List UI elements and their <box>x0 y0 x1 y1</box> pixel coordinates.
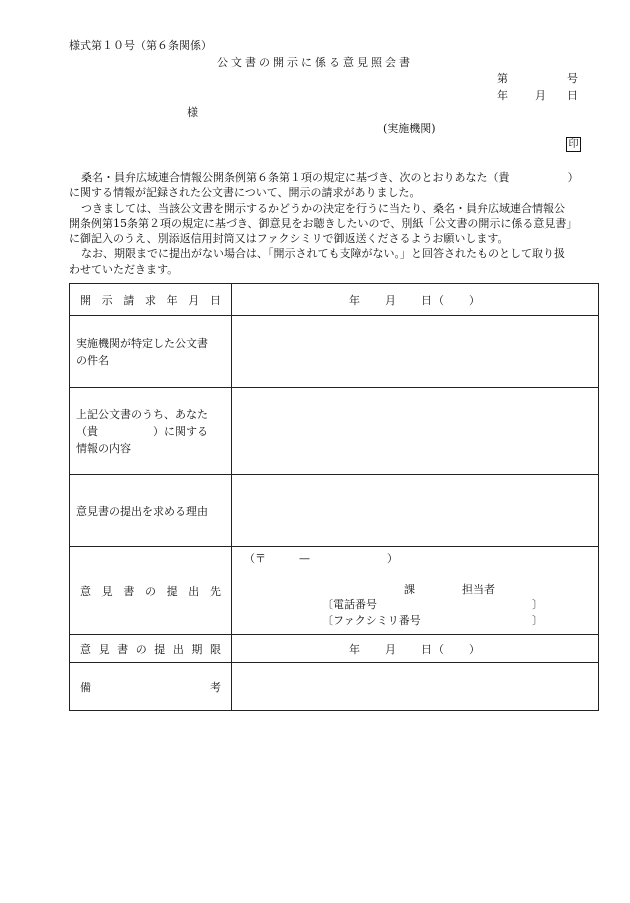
phone-number-close: 〕 <box>532 598 543 611</box>
information-content-value[interactable] <box>232 388 599 475</box>
body-line: に御記入のうえ、別添返信用封筒又はファクシミリで御返送くださるようお願いします。 <box>69 232 509 246</box>
fax-number-close: 〕 <box>532 614 543 627</box>
issue-date-month: 月 <box>535 89 546 102</box>
body-line: に関する情報が記録された公文書について、開示の請求がありました。 <box>69 186 421 200</box>
document-subject-label: 実施機関が特定した公文書 の件名 <box>70 316 232 388</box>
request-date-value[interactable]: 年 月 日（ ） <box>232 284 599 316</box>
table-row <box>70 663 599 711</box>
seal-mark: 印 <box>566 137 581 152</box>
issue-date-day: 日 <box>567 89 578 102</box>
table-row <box>70 316 599 388</box>
request-date-label: 開 示 請 求 年 月 日 <box>70 284 232 316</box>
document-number-suffix: 号 <box>567 72 578 85</box>
table-row <box>70 475 599 547</box>
remarks-label: 備 考 <box>70 663 232 711</box>
submission-destination-value[interactable] <box>232 547 599 635</box>
submission-deadline-label: 意 見 書 の 提 出 期 限 <box>70 635 232 663</box>
opinion-inquiry-table <box>69 283 599 711</box>
information-content-label: 上記公文書のうち、あなた （貴 ）に関する 情報の内容 <box>70 388 232 475</box>
addressee-honorific: 様 <box>187 106 198 119</box>
reason-label: 意見書の提出を求める理由 <box>70 475 232 547</box>
phone-number-label: 〔電話番号 <box>322 598 377 611</box>
reason-value[interactable] <box>232 475 599 547</box>
table-row <box>70 388 599 475</box>
table-row <box>70 547 599 635</box>
body-line: 桑名・員弁広域連合情報公開条例第６条第１項の規定に基づき、次のとおりあなた（貴 ） <box>81 171 579 184</box>
remarks-value[interactable] <box>232 663 599 711</box>
body-line: つきましては、当該公文書を開示するかどうかの決定を行うに当たり、桑名・員弁広域連合情報公 <box>81 201 565 215</box>
person-in-charge-label: 担当者 <box>462 583 495 596</box>
body-line: なお、期限までに提出がない場合は、「開示されても支障がない。」と回答されたものとして取り扱 <box>81 247 565 261</box>
submission-destination-label: 意 見 書 の 提 出 先 <box>70 547 232 635</box>
section-label: 課 <box>404 583 415 596</box>
body-line: わせていただきます。 <box>69 262 179 276</box>
document-subject-value[interactable] <box>232 316 599 388</box>
document-number-prefix: 第 <box>497 72 508 85</box>
form-number: 様式第１０号（第６条関係） <box>69 39 212 52</box>
implementing-agency-label: (実施機関) <box>383 122 436 135</box>
table-row <box>70 284 599 316</box>
document-title: 公文書の開示に係る意見照会書 <box>217 56 413 69</box>
body-text <box>69 170 601 277</box>
postal-code: （〒 — ） <box>244 552 398 565</box>
fax-number-label: 〔ファクシミリ番号 <box>322 614 421 627</box>
body-line: 開条例第15条第２項の規定に基づき、御意見をお聴きしたいので、別紙「公文書の開示に係る意見書」 <box>69 216 578 230</box>
table-row <box>70 635 599 663</box>
submission-deadline-value[interactable]: 年 月 日（ ） <box>232 635 599 663</box>
issue-date-year: 年 <box>497 89 508 102</box>
